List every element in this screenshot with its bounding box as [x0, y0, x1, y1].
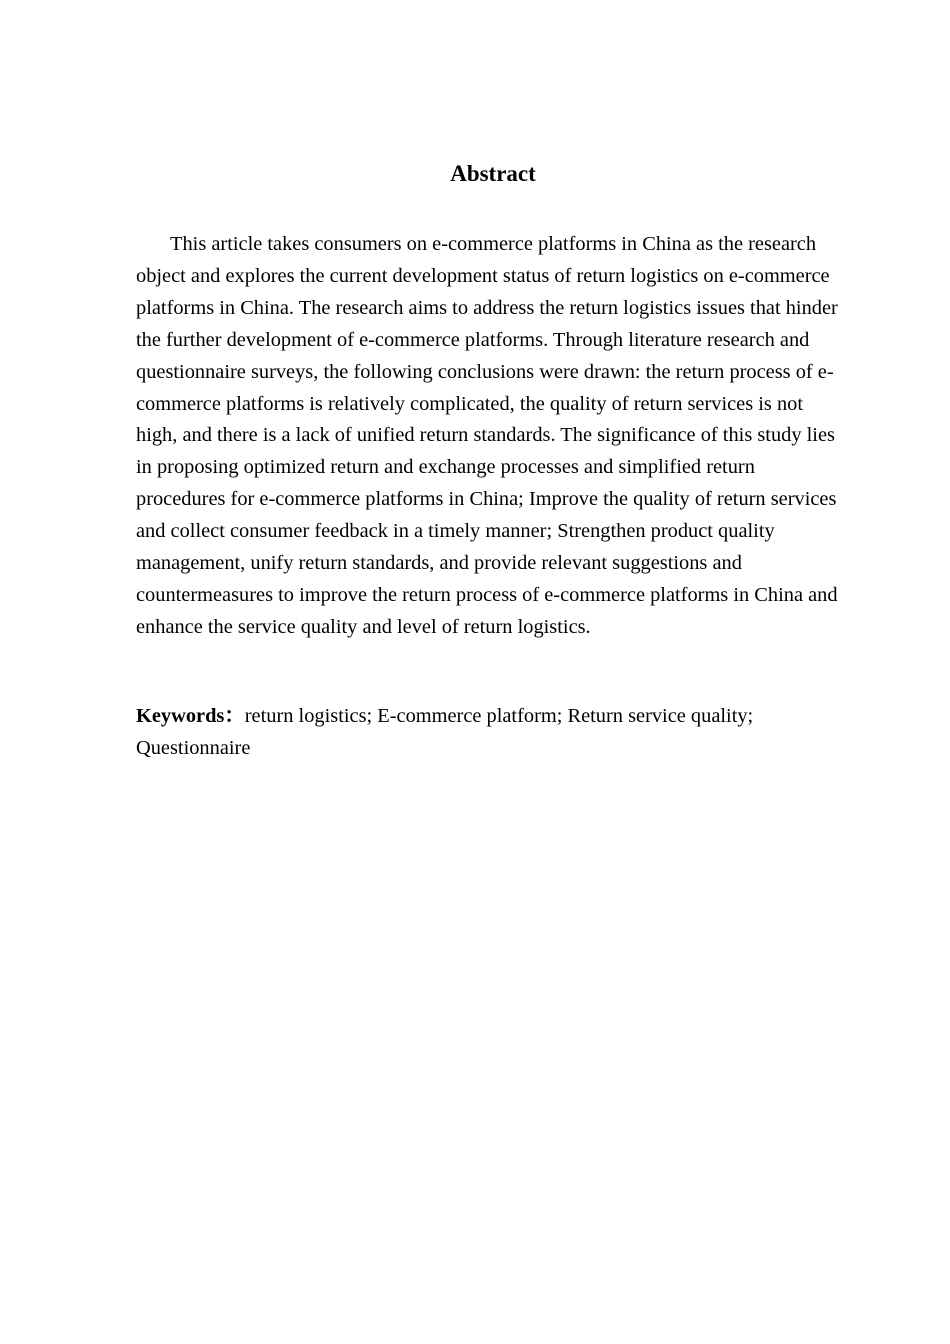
keywords-line	[136, 701, 848, 765]
abstract-title: Abstract	[450, 161, 536, 186]
keywords-label: Keywords：	[136, 705, 245, 727]
keywords-text: return logistics; E-commerce platform; Return service quality; Questionnaire	[136, 705, 754, 759]
abstract-paragraph: This article takes consumers on e-commerce platforms in China as the research object and explores the current development status of return logistics on e-commerce platforms in China. The research aims to address the return logistics issues that hinder the further development of e-commerce platforms. Through literature research and questionnaire surveys, the following conclusions were drawn: the return process of e-commerce platforms is relatively complicated, the quality of return services is not high, and there is a lack of unified return standards. The significance of this study lies in proposing optimized return and exchange processes and simplified return procedures for e-commerce platforms in China; Improve the quality of return services and collect consumer feedback in a timely manner; Strengthen product quality management, unify return standards, and provide relevant suggestions and countermeasures to improve the return process of e-commerce platforms in China and enhance the service quality and level of return logistics.	[136, 233, 838, 638]
